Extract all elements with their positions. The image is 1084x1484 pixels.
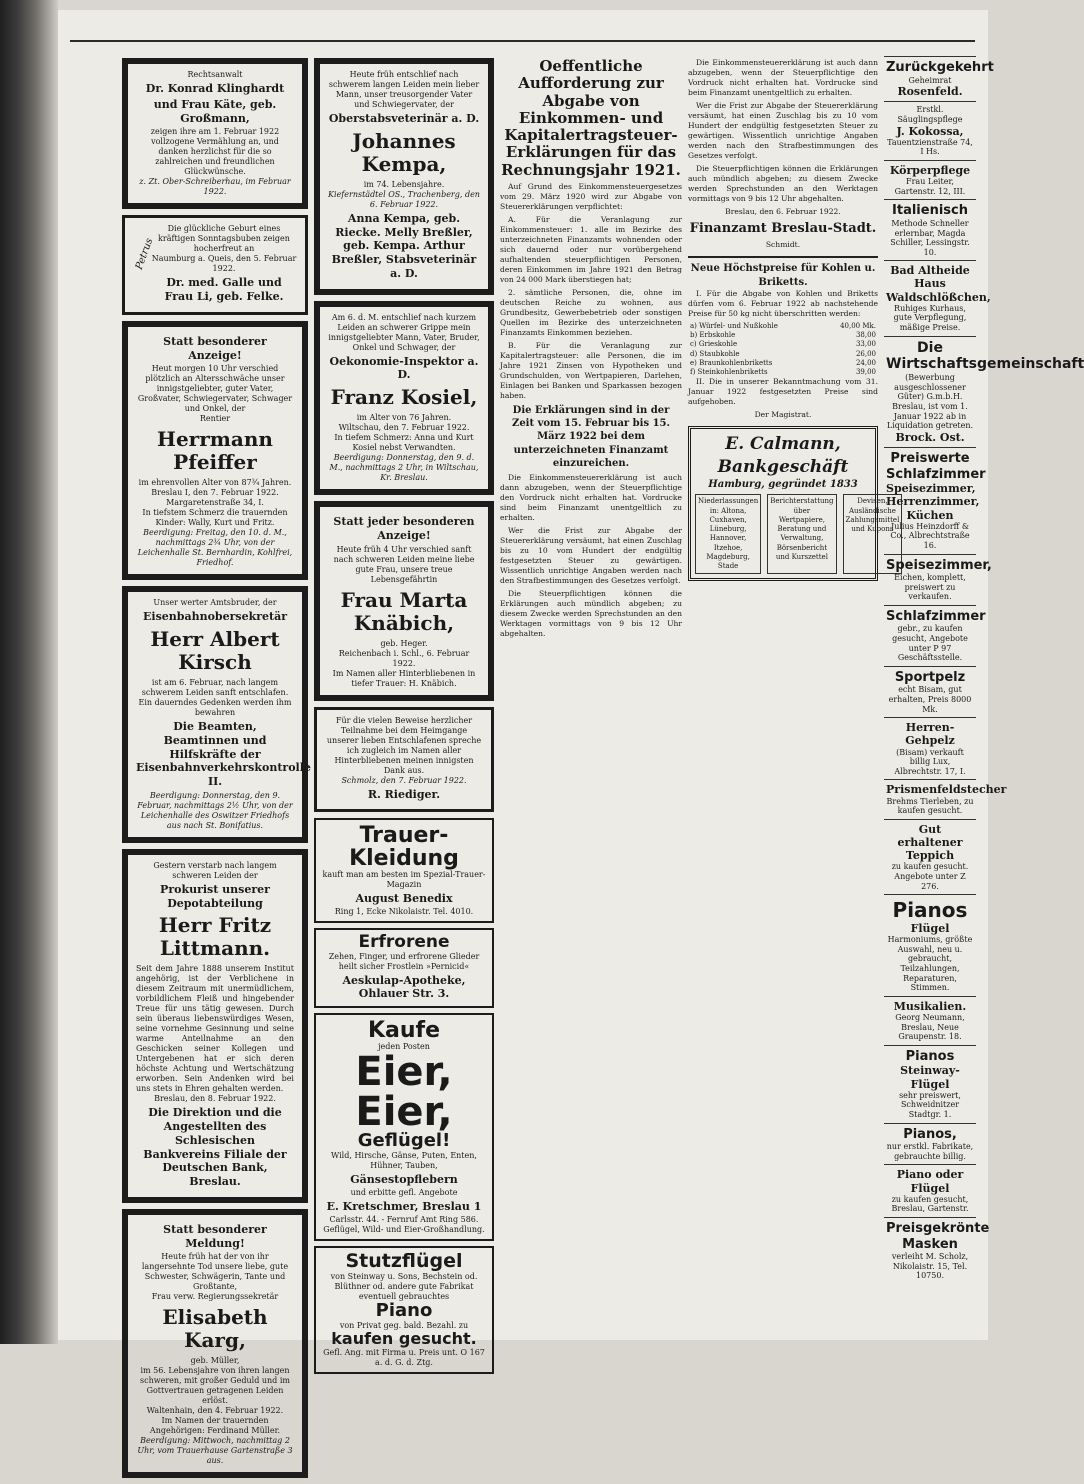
classified-ad — [884, 199, 976, 260]
ad-cta: kaufen gesucht. — [331, 1329, 477, 1349]
notice-side-text: Petrus — [133, 237, 156, 272]
notice-funeral: Beerdigung: Freitag, den 10. d. M., nachmittags 2¾ Uhr, von der Leichenhalle St. Bernhardin, Kohlfrei, Friedhof. — [137, 528, 293, 568]
notice-karg — [122, 1209, 308, 1479]
classified-mid: Flügel — [910, 922, 950, 936]
coal-sign: Der Magistrat. — [754, 410, 812, 420]
classified-head: Erstkl. Säuglingspflege — [897, 105, 963, 124]
ad-kaufe: Kaufe — [367, 1018, 441, 1044]
classified-ad — [884, 717, 976, 779]
notice-funeral: Beerdigung: Donnerstag, den 9. d. M., nachmittags 2 Uhr, in Wiltschau, Kr. Breslau. — [329, 453, 479, 482]
ad-line: von Steinway u. Sons, Bechstein od. Blüthner od. andere gute Fabrikat eventuell gebrauchtes — [330, 1272, 478, 1302]
ad-headline: Stutzflügel — [345, 1250, 463, 1273]
article-paragraph: Wer die Frist zur Abgabe der Steuererklärung versäumt, hat einen Zuschlag bis zu 10 vom Hundert der endgültig festgesetzten Steuer zu gewärtigen. Wissentlich unrichtige Angaben werden nach den Strafbestimmungen des Gesetzes verfolgt. — [688, 101, 878, 161]
article-paragraph: A. Für die Veranlagung zur Einkommensteuer: 1. alle im Bezirke des unterzeichneten Finanzamts wohnenden oder sich dauernd oder nur vorübergehend aufhaltenden steuerpflichtigen Personen, deren Einkommen im Jahre 1921 den Betrag von 24 000 Mark überstiegen hat; — [500, 214, 682, 284]
ad-trauer — [314, 818, 494, 923]
classified-ad — [884, 779, 1007, 818]
notice-age: im Alter von 76 Jahren. — [356, 413, 452, 422]
notice-age: im 74. Lebensjahre. — [363, 179, 445, 189]
notice-line: Rechtsanwalt — [187, 70, 243, 79]
notice-address: z. Zt. Ober-Schreiberhau, im Februar 1922. — [139, 177, 291, 197]
notice-mourners: In tiefstem Schmerz die trauernden Kinder: Wally, Kurt und Fritz. — [142, 508, 288, 528]
coal-title: Neue Höchstpreise für Kohlen u. Briketts. — [690, 263, 876, 288]
classified-line: Breslau, Neue Graupenstr. 18. — [898, 1022, 962, 1042]
notice-head: Statt jeder besonderen Anzeige! — [333, 515, 475, 542]
ad-name: August Benedix — [355, 892, 453, 906]
classified-line: Frau Leiter, Gartenstr. 12, III. — [894, 177, 966, 196]
notice-body: Die glückliche Geburt eines kräftigen Sonntagsbuben zeigen hocherfreut an — [158, 224, 290, 254]
classified-head: Zurückgekehrt — [886, 60, 994, 75]
article-paragraph: 2. sämtliche Personen, die, ohne im deutschen Reiche zu wohnen, aus Grundbesitz, Gewerbebetrieb oder sonstigen Quellen im Bezirke des unterzeichneten Finanzamts Einkommen beziehen. — [500, 287, 682, 337]
notice-body: Heute früh hat der von ihr langersehnte Tod unsere liebe, gute Schwester, Schwägerin, Tante und Großtante, — [141, 1252, 289, 1292]
column-article-continued — [688, 58, 900, 581]
article-sign-place: Breslau, den 6. Februar 1922. — [725, 207, 841, 217]
notice-body: Heute früh 4 Uhr verschied sanft nach schweren Leiden meine liebe gute Frau, unsere treue Lebensgefährtin — [333, 544, 475, 584]
notice-body: Heut morgen 10 Uhr verschied plötzlich an Altersschwäche unser innigstgeliebter, guter Vater, Großvater, Schwiegervater, Schwager und Onkel, der — [137, 364, 293, 414]
coal-type: e) Braunkohlenbriketts — [690, 358, 773, 367]
notice-body: Am 6. d. M. entschlief nach kurzem Leiden an schwerer Grippe mein innigstgeliebter Mann, Vater, Bruder, Onkel und Schwager, der — [328, 312, 480, 352]
classified-line: (Bewerbung ausgeschlossener Güter) G.m.b.H. Breslau, ist vom 1. Januar 1922 ab in Liquidation getreten. — [886, 373, 974, 431]
coal-type: f) Steinkohlenbriketts — [690, 368, 768, 376]
ad-piano: Piano — [375, 1300, 433, 1322]
bank-branches: Niederlassungen in: Altona, Cuxhaven, Lüneburg, Hannover, Itzehoe, Magdeburg, Stade — [695, 494, 761, 574]
notice-place: Kiefernstädtel OS., Trachenberg, den 6. Februar 1922. — [328, 189, 480, 209]
notice-klinghardt — [122, 58, 308, 209]
notice-body: zeigen ihre am 1. Februar 1922 vollzogene Vermählung an, und danken herzlichst für die so zahlreichen und freundlichen Glückwünsche. — [150, 127, 280, 177]
classified-ad — [884, 1045, 976, 1123]
article-deadline: Die Erklärungen sind in der Zeit vom 15. Februar bis 15. März 1922 bei dem unterzeichneten Finanzamt einzureichen. — [512, 405, 670, 469]
ad-gefluegel: Geflügel! — [357, 1130, 451, 1152]
notice-place: Naumburg a. Queis, den 5. Februar 1922. — [151, 254, 297, 274]
classified-ad — [884, 336, 1084, 447]
notice-role: Eisenbahnobersekretär — [143, 610, 287, 624]
classified-name: Brock. Ost. — [895, 430, 965, 444]
notice-head: Gestern verstarb nach langem schweren Leiden der — [153, 860, 277, 880]
ad-parts: Zehen, Finger, und erfrorene Glieder — [328, 952, 480, 962]
notice-mourners: In tiefem Schmerz: Anna und Kurt Kosiel nebst Verwandten. — [334, 433, 474, 452]
notice-name: Herrmann Pfeiffer — [157, 427, 273, 475]
notice-place: Breslau, den 8. Februar 1922. — [154, 1094, 276, 1104]
classified-head: Sportpelz — [894, 669, 966, 685]
notice-head: Statt besonderer Anzeige! — [163, 334, 267, 362]
notice-body: Für die vielen Beweise herzlicher Teilnahme bei dem Heimgange unserer lieben Entschlafenen spreche ich zugleich im Namen aller Hinterbliebenen meinen innigsten Dank aus. — [326, 715, 482, 775]
coal-intro: I. Für die Abgabe von Kohlen und Briketts dürfen vom 6. Februar 1922 ab nachstehende Preise für 50 kg nicht überschritten werden: — [688, 288, 878, 318]
ad-fluegel — [314, 1246, 494, 1374]
notice-head: Statt besonderer Meldung! — [163, 1222, 267, 1250]
notice-body: Seit dem Jahre 1888 unserem Institut angehörig, ist der Verblichene in diesem Zeitraum mit unermüdlichem, vorbildlichem Fleiß und hingebender Treue für uns tätig gewesen. Durch sein überaus liebenswürdiges Wesen, seine vornehme Gesinnung und seine warme Anteilnahme an den Geschicken seiner Kollegen und Untergebenen hat er sich deren höchste Achtung und Wertschätzung erworben. Sein Andenken wird bei uns stets in Ehren gehalten werden. — [136, 964, 294, 1094]
classified-head: Bad Altheide — [890, 264, 970, 278]
notice-birth — [122, 215, 308, 315]
article-sign-org: Finanzamt Breslau-Stadt. — [689, 221, 877, 237]
notice-place: Wiltschau, den 7. Februar 1922. — [338, 423, 470, 432]
notice-mourners: Im Namen der trauernden Angehörigen: Ferdinand Müller. — [149, 1416, 281, 1436]
notice-role: Oberstabsveterinär a. D. — [328, 112, 480, 125]
classified-head: Schlafzimmer — [886, 608, 986, 624]
notice-name: Johannes Kempa, — [352, 128, 456, 176]
article-paragraph: Wer die Frist zur Abgabe der Steuererklärung versäumt, hat einen Zuschlag bis zu 10 vom Hundert der endgültig festgesetzten Steuer zu gewärtigen. Wissentlich unrichtige Angaben werden nach den Strafbestimmungen des Gesetzes verfolgt. — [500, 526, 682, 586]
bank-grid — [695, 494, 900, 574]
ad-line: heilt sicher Frostlein »Pernicid« — [338, 962, 470, 972]
ad-headline: Erfrorene — [358, 932, 450, 953]
notice-pfeiffer — [122, 321, 308, 581]
notice-line: und Frau Käte, geb. Großmann, — [153, 97, 277, 125]
notice-place: Waltenhain, den 4. Februar 1922. — [146, 1406, 284, 1416]
notice-head: Unser werter Amtsbruder, der — [153, 598, 277, 608]
coal-price: 26,00 — [855, 349, 876, 358]
coal-type: d) Staubkohle — [690, 349, 740, 358]
notice-funeral: Beerdigung: Donnerstag, den 9. Februar, nachmittags 2½ Uhr, von der Leichenhalle des Oswitzer Friedhofs aus nach St. Bonifatius. — [137, 790, 293, 830]
notice-born: geb. Müller, — [190, 1356, 240, 1366]
classified-line: zu kaufen gesucht. Angebote unter Z 276. — [891, 862, 969, 891]
ad-list: Wild, Hirsche, Gänse, Puten, Enten, Hühner, Tauben, — [331, 1151, 477, 1171]
notice-place: Breslau I, den 7. Februar 1922. Margaretenstraße 34, I. — [151, 488, 279, 508]
notice-name: Frau Marta Knäbich, — [340, 587, 468, 635]
notice-name: Dr. med. Galle und Frau Li, geb. Felke. — [164, 276, 284, 303]
ad-eier-headline: Eier, Eier, — [355, 1049, 453, 1136]
notice-mourners: Anna Kempa, geb. Riecke. Melly Breßler, geb. Kempa. Arthur Breßler, Stabsveterinär a. D. — [331, 211, 477, 280]
ad-store: Aeskulap-Apotheke, Ohlauer Str. 3. — [342, 974, 466, 1001]
ad-address: Carlsstr. 44. - Fernruf Amt Ring 586. — [329, 1215, 479, 1225]
bank-city: Hamburg, gegründet 1833 — [708, 479, 858, 491]
classified-ad — [884, 666, 976, 717]
ad-sub: jeden Posten — [378, 1042, 430, 1052]
coal-price: 24,00 — [855, 358, 876, 367]
classified-ad — [884, 160, 976, 199]
ad-extra: Geflügel, Wild- und Eier-Großhandlung. — [323, 1225, 485, 1235]
classified-line: (Bisam) verkauft billig Lux, Albrechtstr. 17, I. — [894, 747, 966, 776]
classified-line: zu kaufen gesucht, Breslau, Gartenstr. — [891, 1194, 969, 1214]
ad-line: kauft man am besten im Spezial-Trauer-Magazin — [322, 870, 486, 890]
coal-note: II. Die in unserer Bekanntmachung vom 31. Januar 1922 festgesetzten Preise sind aufgehoben. — [688, 377, 878, 407]
article-paragraph: Die Steuerpflichtigen können die Erklärungen auch mündlich abgeben; zu diesem Zwecke werden Sprechstunden an den Werktagen vormittags von 9 bis 12 Uhr abgehalten. — [500, 589, 682, 639]
article-paragraph: Die Einkommensteuererklärung ist auch dann abzugeben, wenn der Steuerpflichtige den Vordruck nicht erhalten hat. Vordrucke sind beim Finanzamt unentgeltlich zu erhalten. — [688, 58, 878, 98]
header-rule — [70, 40, 975, 42]
article-title: Oeffentliche Aufforderung zur Abgabe von Einkommen- und Kapitalertragsteuer-Erklärungen für das Rechnungsjahr 1921. — [501, 57, 681, 179]
classified-head: Preiswerte Schlafzimmer — [886, 450, 986, 482]
classified-head: Prismenfeldstecher — [886, 783, 1007, 797]
classified-name: J. Kokossa, — [896, 124, 964, 138]
notice-age: im 56. Lebensjahre von ihren langen schweren, mit großer Geduld und im Gottvertrauen getragenen Leiden erlöst. — [140, 1366, 290, 1406]
coal-price-table — [688, 322, 878, 377]
classified-line: nur erstkl. Fabrikate, gebrauchte billig. — [886, 1142, 974, 1161]
classified-ad — [884, 1123, 976, 1165]
classified-name: Georg Neumann, — [895, 1013, 965, 1023]
article-sign-name: Schmidt. — [765, 240, 801, 250]
classified-ad — [884, 260, 991, 335]
column-notices-left — [122, 58, 311, 1484]
notice-name: Franz Kosiel, — [330, 385, 478, 409]
column-classifieds — [884, 56, 1084, 1284]
coal-type: b) Erbskohle — [690, 331, 736, 340]
coal-price: 40,00 Mk. — [840, 321, 876, 330]
classified-name: Rosenfeld. — [897, 85, 963, 99]
ad-gaense: Gänsestopflebern — [350, 1173, 458, 1187]
notice-kempa — [314, 58, 494, 295]
coal-price: 33,00 — [855, 340, 876, 349]
classified-line: sehr preiswert, Schweidnitzer Stadtgr. 1. — [899, 1090, 961, 1119]
classified-line: Harmoniums, größte Auswahl, neu u. gebraucht, Teilzahlungen, Reparaturen, Stimmen. — [887, 935, 973, 993]
coal-type: c) Grieskohle — [690, 340, 738, 349]
ad-erfrorene — [314, 928, 494, 1008]
coal-price-row — [688, 359, 878, 368]
notice-role: Prokurist unserer Depotabteilung — [160, 882, 270, 910]
ad-line: von Privat geg. bald. Bezahl. zu — [339, 1321, 469, 1331]
bank-currency: Devisen, Ausländische Zahlungsmittel und Kupons — [843, 494, 903, 574]
classified-ad — [884, 1164, 976, 1217]
coal-price: 39,00 — [855, 368, 876, 376]
notice-knaebich — [314, 501, 494, 701]
notice-role: Oekonomie-Inspektor a. D. — [329, 354, 479, 382]
classified-ad — [884, 554, 992, 605]
bank-ad — [688, 426, 900, 581]
column-notices-right — [314, 58, 494, 1379]
notice-place: Schmolz, den 7. Februar 1922. — [341, 775, 467, 785]
notice-thanks — [314, 707, 494, 813]
classified-ad — [884, 894, 976, 996]
notice-body: ist am 6. Februar, nach langem schwerem Leiden sanft entschlafen. Ein dauerndes Gedenken werden ihm bewahren — [138, 678, 292, 717]
classified-head: Italienisch — [892, 203, 968, 219]
notice-org: Die Beamten, Beamtinnen und Hilfskräfte der Eisenbahnverkehrskontrolle II. — [136, 720, 311, 788]
article-paragraph: Die Einkommensteuererklärung ist auch dann abzugeben, wenn der Steuerpflichtige den Vordruck nicht erhalten hat. Vordrucke sind beim Finanzamt unentgeltlich zu erhalten. — [500, 473, 682, 523]
bank-name: E. Calmann, Bankgeschäft — [717, 434, 849, 477]
coal-price-row — [688, 331, 878, 340]
classified-ad — [884, 1217, 990, 1284]
ad-address: Ring 1, Ecke Nikolaistr. Tel. 4010. — [334, 907, 474, 917]
notice-born: geb. Heger. — [380, 638, 428, 648]
ad-contact: Gefl. Ang. mit Firma u. Preis unt. O 167 a. d. G. d. Ztg. — [323, 1347, 485, 1367]
notice-place: Reichenbach i. Schl., 6. Februar 1922. — [338, 648, 470, 668]
classified-head: Körperpflege — [889, 163, 971, 177]
classified-head: Musikalien. — [893, 999, 967, 1013]
classified-ad — [884, 447, 986, 554]
notice-name: R. Riediger. — [367, 787, 441, 801]
classified-line: echt Bisam, gut erhalten, Preis 8000 Mk. — [888, 685, 972, 714]
notice-funeral: Beerdigung: Mittwoch, nachmittag 2 Uhr, vom Trauerhause Gartenstraße 3 aus. — [137, 1436, 293, 1466]
notice-name: Herr Fritz Littmann. — [158, 913, 272, 961]
classified-head: Pianos — [905, 1048, 955, 1064]
column-article — [500, 58, 682, 642]
classified-ad — [884, 56, 994, 101]
coal-price-row — [688, 368, 878, 377]
classified-head: Gut erhaltener Teppich — [897, 822, 963, 863]
article-paragraph: Die Steuerpflichtigen können die Erklärungen auch mündlich abgeben; zu diesem Zwecke werden Sprechstunden an den Werktagen vormittags von 9 bis 12 Uhr abgehalten. — [688, 164, 878, 204]
ad-und: und erbitte gefl. Angebote — [350, 1188, 458, 1198]
notice-head: Heute früh entschlief nach schwerem langen Leiden mein lieber Mann, unser treusorgender Vater und Schwiegervater, der — [328, 70, 480, 109]
notice-littmann — [122, 849, 308, 1203]
notice-title: Frau verw. Regierungssekretär — [151, 1292, 279, 1302]
notice-org: Die Direktion und die Angestellten des Schlesischen Bankvereins Filiale der Deutschen Bank, Breslau. — [143, 1106, 287, 1188]
classified-line: Ruhiges Kurhaus, gute Verpflegung, mäßige Preise. — [893, 303, 967, 333]
classified-line: Geheimrat — [908, 75, 952, 85]
notice-name: Elisabeth Karg, — [162, 1305, 268, 1353]
article-paragraph: B. Für die Veranlagung zur Kapitalertragsteuer: alle Personen, die im Jahre 1921 Zinsen von Hypotheken und Grundschulden, von Wertpapieren, Darlehen, Einlagen bei Banken und Sparkassen bezogen haben. — [500, 340, 682, 401]
coal-notice — [688, 256, 878, 420]
notice-title: Rentier — [199, 414, 231, 424]
classified-ad — [884, 605, 986, 666]
classified-line: verleiht M. Scholz, Nikolaistr. 15, Tel. 10750. — [891, 1252, 969, 1281]
classified-head: Pianos — [892, 898, 968, 923]
classified-ad — [884, 819, 976, 894]
coal-price-row — [688, 340, 878, 349]
article-paragraph: Auf Grund des Einkommensteuergesetzes vom 29. März 1920 wird zur Abgabe von Steuererklärungen verpflichtet: — [500, 181, 682, 211]
ad-headline: Trauer-Kleidung — [349, 823, 459, 872]
book-spine — [0, 0, 58, 1344]
classified-line: Brehms Tierleben, zu kaufen gesucht. — [886, 796, 974, 816]
notice-name: Dr. Konrad Klinghardt — [145, 82, 285, 95]
classified-head: Preisgekrönte Masken — [886, 1220, 990, 1252]
classified-head: Piano oder Flügel — [896, 1168, 964, 1195]
bank-services: Berichterstattung über Wertpapiere, Beratung und Verwaltung, Börsenbericht und Kurszettel — [767, 494, 836, 574]
classified-head: Herren-Gehpelz — [905, 721, 955, 748]
notice-kirsch — [122, 586, 311, 843]
classified-head: Die Wirtschaftsgemeinschaft — [886, 339, 1084, 373]
ad-eier — [314, 1013, 494, 1241]
classified-head: Pianos, — [903, 1126, 957, 1142]
notice-mourners: Im Namen aller Hinterbliebenen in tiefer Trauer: H. Knäbich. — [332, 668, 476, 688]
classified-ad — [884, 996, 976, 1045]
classified-mid: Steinway-Flügel — [900, 1064, 960, 1091]
notice-age: im ehrenvollen Alter von 87¾ Jahren. — [138, 478, 292, 488]
classified-line: Julius Heinzdorff & Co., Albrechtstraße 16. — [890, 521, 970, 550]
classified-line: Methode Schneller erlernbar, Magda Schiller, Lessingstr. 10. — [890, 218, 970, 257]
classified-line: gebr., zu kaufen gesucht, Angebote unter P 97 Geschäftsstelle. — [892, 624, 968, 663]
coal-price-row — [688, 322, 878, 331]
classified-head: Speisezimmer, — [886, 557, 992, 573]
classified-mid: Speisezimmer, Herrenzimmer, Küchen — [886, 482, 980, 522]
coal-type: a) Würfel- und Nußkohle — [690, 321, 778, 330]
coal-price: 38,00 — [855, 331, 876, 340]
notice-name: Herr Albert Kirsch — [150, 627, 280, 674]
ad-name: E. Kretschmer, Breslau 1 — [326, 1200, 482, 1214]
notice-kosiel — [314, 301, 494, 496]
classified-name: Haus Waldschlößchen, — [886, 277, 991, 304]
coal-price-row — [688, 350, 878, 359]
classified-line: Tauentzienstraße 74, I Hs. — [887, 137, 973, 157]
classified-ad — [884, 101, 976, 160]
classified-line: Eichen, komplett, preiswert zu verkaufen. — [894, 573, 966, 602]
